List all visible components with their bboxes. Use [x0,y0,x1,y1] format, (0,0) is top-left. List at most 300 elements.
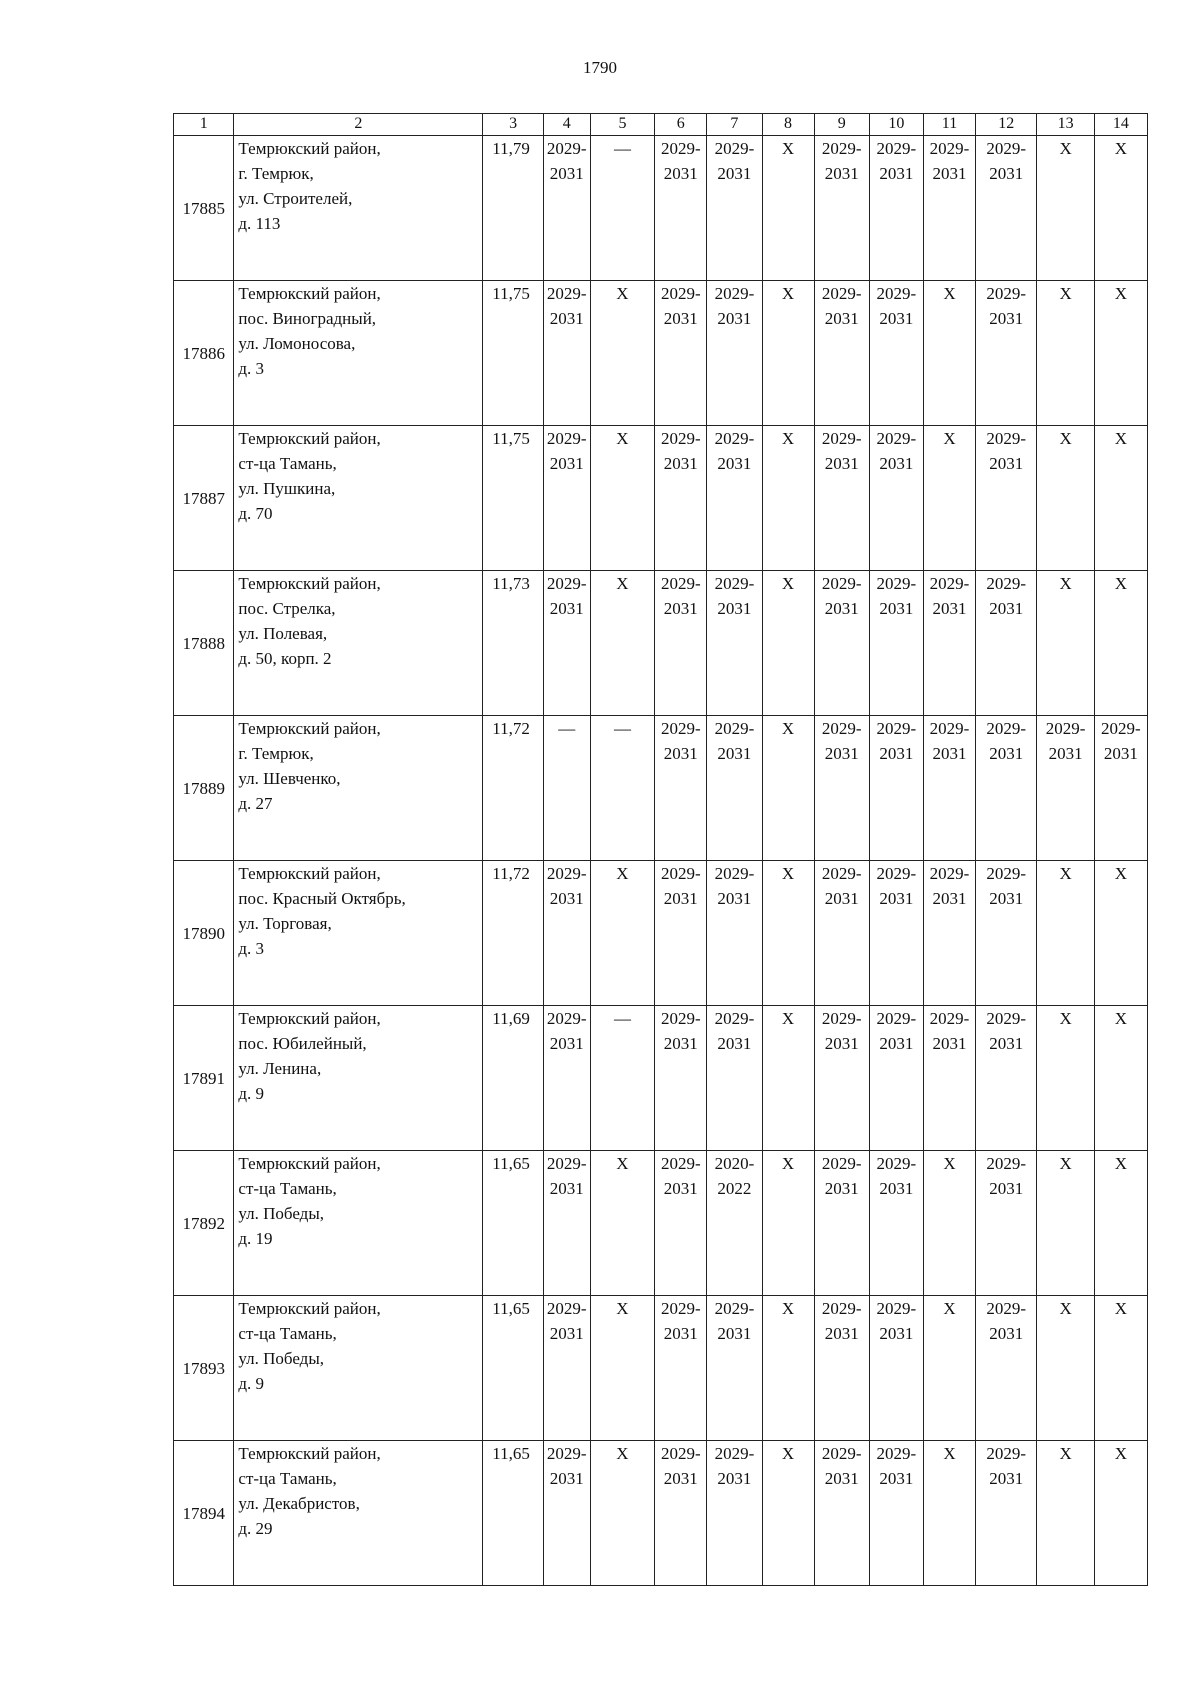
period-text: 2029- 2031 [986,284,1027,328]
period-cell [923,281,975,426]
period-cell [1094,281,1147,426]
period-text: 2029- 2031 [876,139,917,183]
address-cell [234,1151,483,1296]
period-cell [762,861,814,1006]
period-text: Х [781,719,795,738]
period-text: 2029- 2031 [546,284,587,328]
address-line: д. 27 [238,794,273,813]
period-text: Х [1059,284,1072,303]
period-cell [543,571,590,716]
period-text: 2029- 2031 [714,1444,755,1488]
period-cell [923,136,975,281]
period-text: Х [943,284,956,303]
period-cell [707,426,762,571]
period-text: Х [1114,1154,1128,1173]
area-value: 11,72 [483,716,543,861]
period-text: 2029- 2031 [714,1009,755,1053]
period-text: 2029- 2031 [821,429,862,473]
period-cell [976,1296,1037,1441]
period-text: 2029- 2031 [546,864,587,908]
period-text: 2029- 2031 [821,864,862,908]
period-text: 2029- 2031 [1045,719,1086,763]
period-text: — [613,719,631,738]
column-header: 6 [655,114,707,136]
area-value: 11,65 [483,1296,543,1441]
period-cell [707,861,762,1006]
period-text: 2029- 2031 [714,1299,755,1343]
period-cell [707,136,762,281]
address-cell [234,1441,483,1586]
period-text: 2029- 2031 [986,574,1027,618]
period-text: Х [781,574,795,593]
address-line: д. 3 [238,939,265,958]
period-cell [1094,861,1147,1006]
address-line: Темрюкский район, [238,139,381,158]
period-text: 2029- 2031 [986,864,1027,908]
period-text: 2029- 2031 [929,139,970,183]
period-text: 2029- 2031 [546,1299,587,1343]
period-text: 2029- 2031 [876,429,917,473]
period-cell [762,716,814,861]
period-cell [590,1441,655,1586]
period-text: 2029- 2031 [660,1444,701,1488]
period-cell [1094,426,1147,571]
period-cell [543,281,590,426]
period-cell [976,136,1037,281]
period-cell [1037,1151,1094,1296]
period-cell [543,1151,590,1296]
period-text: Х [1059,139,1072,158]
period-text: 2029- 2031 [546,429,587,473]
period-text: 2029- 2031 [714,284,755,328]
address-line: ст-ца Тамань, [238,454,337,473]
table-row [174,571,1148,716]
column-number-header-row [174,114,1148,136]
period-text: Х [1059,429,1072,448]
period-text: 2029- 2031 [821,1444,862,1488]
row-number: 17889 [174,716,234,861]
period-text: Х [943,1444,956,1463]
period-text: Х [616,574,629,593]
period-cell [923,426,975,571]
period-text: 2029- 2031 [660,1154,701,1198]
period-text: 2029- 2031 [876,1444,917,1488]
period-text: Х [1114,1299,1128,1318]
address-line: ул. Победы, [238,1349,324,1368]
period-cell [869,1151,923,1296]
period-text: — [613,139,631,158]
period-cell [707,716,762,861]
address-line: Темрюкский район, [238,1154,381,1173]
period-cell [814,571,869,716]
period-cell [869,861,923,1006]
period-text: Х [616,864,629,883]
period-cell [655,426,707,571]
address-line: ст-ца Тамань, [238,1179,337,1198]
period-text: 2029- 2031 [821,1299,862,1343]
period-text: 2020- 2022 [714,1154,755,1198]
column-header: 13 [1037,114,1094,136]
period-cell [976,861,1037,1006]
period-cell [869,136,923,281]
period-cell [1094,1006,1147,1151]
period-cell [923,1151,975,1296]
address-line: д. 19 [238,1229,273,1248]
period-text: 2029- 2031 [546,574,587,618]
period-cell [543,1296,590,1441]
period-cell [869,571,923,716]
period-text: 2029- 2031 [876,1154,917,1198]
period-cell [707,1006,762,1151]
period-text: 2029- 2031 [821,574,862,618]
row-number: 17891 [174,1006,234,1151]
period-text: 2029- 2031 [821,139,862,183]
period-text: 2029- 2031 [660,429,701,473]
area-value: 11,72 [483,861,543,1006]
address-line: Темрюкский район, [238,574,381,593]
period-text: 2029- 2031 [714,719,755,763]
period-cell [1037,1296,1094,1441]
period-cell [707,281,762,426]
period-text: 2029- 2031 [660,719,701,763]
period-cell [762,1441,814,1586]
period-text: 2029- 2031 [660,284,701,328]
period-cell [814,426,869,571]
period-cell [869,1441,923,1586]
period-text: 2029- 2031 [821,1009,862,1053]
address-line: Темрюкский район, [238,719,381,738]
address-cell [234,426,483,571]
period-cell [1037,716,1094,861]
period-cell [590,861,655,1006]
row-number: 17887 [174,426,234,571]
address-cell [234,571,483,716]
area-value: 11,73 [483,571,543,716]
period-text: Х [1114,864,1128,883]
period-text: 2029- 2031 [876,574,917,618]
period-text: Х [1114,429,1128,448]
period-text: 2029- 2031 [986,1154,1027,1198]
period-text: 2029- 2031 [876,719,917,763]
period-cell [590,716,655,861]
period-cell [869,426,923,571]
period-cell [655,1441,707,1586]
address-line: д. 3 [238,359,265,378]
address-line: Темрюкский район, [238,1009,381,1028]
period-cell [814,861,869,1006]
period-cell [1094,136,1147,281]
address-line: пос. Виноградный, [238,309,377,328]
period-text: 2029- 2031 [876,284,917,328]
address-cell [234,136,483,281]
period-text: Х [1059,1154,1072,1173]
period-text: Х [1114,1444,1128,1463]
column-header: 8 [762,114,814,136]
column-header: 5 [590,114,655,136]
address-cell [234,1006,483,1151]
row-number: 17888 [174,571,234,716]
area-value: 11,75 [483,281,543,426]
period-cell [814,1151,869,1296]
area-value: 11,75 [483,426,543,571]
address-line: д. 29 [238,1519,273,1538]
period-text: Х [1059,574,1072,593]
period-text: 2029- 2031 [660,1009,701,1053]
period-cell [590,136,655,281]
period-text: 2029- 2031 [986,139,1027,183]
period-text: 2029- 2031 [986,429,1027,473]
period-text: Х [781,1444,795,1463]
period-text: Х [943,1154,956,1173]
period-cell [1037,136,1094,281]
period-text: 2029- 2031 [929,864,970,908]
period-cell [814,281,869,426]
period-cell [1037,426,1094,571]
period-text: 2029- 2031 [821,284,862,328]
period-cell [655,136,707,281]
period-text: — [558,719,576,738]
period-cell [814,716,869,861]
period-cell [543,1441,590,1586]
period-cell [762,136,814,281]
period-text: Х [781,1009,795,1028]
period-cell [869,1006,923,1151]
address-cell [234,1296,483,1441]
period-text: 2029- 2031 [986,1444,1027,1488]
row-number: 17885 [174,136,234,281]
period-cell [976,1441,1037,1586]
table-row [174,1296,1148,1441]
period-cell [869,1296,923,1441]
address-line: д. 70 [238,504,273,523]
period-cell [923,716,975,861]
period-cell [707,1151,762,1296]
table-row [174,861,1148,1006]
period-cell [590,426,655,571]
period-text: 2029- 2031 [986,719,1027,763]
period-text: 2029- 2031 [546,1444,587,1488]
period-cell [655,861,707,1006]
address-line: Темрюкский район, [238,429,381,448]
address-line: г. Темрюк, [238,744,314,763]
period-text: Х [781,1299,795,1318]
period-cell [976,281,1037,426]
period-text: Х [1114,139,1128,158]
address-line: Темрюкский район, [238,1299,381,1318]
address-line: пос. Красный Октябрь, [238,889,406,908]
area-value: 11,65 [483,1441,543,1586]
table-row [174,426,1148,571]
period-cell [543,136,590,281]
column-header: 1 [174,114,234,136]
period-cell [590,1151,655,1296]
address-line: ул. Полевая, [238,624,328,643]
address-line: ул. Ленина, [238,1059,322,1078]
period-cell [655,1151,707,1296]
address-line: г. Темрюк, [238,164,314,183]
period-text: 2029- 2031 [986,1299,1027,1343]
period-text: Х [616,284,629,303]
period-cell [1037,1006,1094,1151]
period-cell [762,426,814,571]
period-cell [976,426,1037,571]
table-row [174,716,1148,861]
period-cell [707,1296,762,1441]
period-text: 2029- 2031 [660,574,701,618]
period-cell [543,861,590,1006]
register-table [173,113,1148,1586]
period-text: 2029- 2031 [821,1154,862,1198]
period-text: Х [943,429,956,448]
address-line: ул. Строителей, [238,189,353,208]
column-header: 2 [234,114,483,136]
period-text: 2029- 2031 [714,429,755,473]
period-cell [1037,861,1094,1006]
period-cell [1094,1151,1147,1296]
period-cell [869,716,923,861]
period-cell [1094,571,1147,716]
address-line: д. 9 [238,1374,265,1393]
address-line: ст-ца Тамань, [238,1469,337,1488]
table-row [174,1441,1148,1586]
period-text: Х [616,1444,629,1463]
period-cell [976,571,1037,716]
period-text: 2029- 2031 [546,1009,587,1053]
period-cell [543,716,590,861]
column-header: 11 [923,114,975,136]
period-cell [655,281,707,426]
period-text: 2029- 2031 [929,574,970,618]
period-text: 2029- 2031 [714,864,755,908]
period-cell [976,1006,1037,1151]
period-cell [655,1006,707,1151]
period-cell [976,716,1037,861]
period-text: Х [1114,574,1128,593]
period-text: 2029- 2031 [876,1299,917,1343]
period-cell [1094,716,1147,861]
row-number: 17892 [174,1151,234,1296]
address-line: пос. Юбилейный, [238,1034,367,1053]
address-cell [234,716,483,861]
address-line: д. 50, корп. 2 [238,649,332,668]
period-cell [655,571,707,716]
period-text: 2029- 2031 [986,1009,1027,1053]
area-value: 11,69 [483,1006,543,1151]
address-line: д. 9 [238,1084,265,1103]
period-cell [762,1296,814,1441]
period-cell [814,1296,869,1441]
period-text: 2029- 2031 [660,1299,701,1343]
period-text: Х [781,1154,795,1173]
table-row [174,281,1148,426]
period-cell [869,281,923,426]
period-cell [590,1296,655,1441]
period-text: Х [781,429,795,448]
period-cell [590,281,655,426]
table-row [174,136,1148,281]
period-text: 2029- 2031 [660,864,701,908]
address-line: ул. Победы, [238,1204,324,1223]
period-text: 2029- 2031 [546,1154,587,1198]
address-line: ул. Пушкина, [238,479,336,498]
area-value: 11,65 [483,1151,543,1296]
page-number: 1790 [583,58,617,77]
period-cell [543,1006,590,1151]
address-line: ст-ца Тамань, [238,1324,337,1343]
address-cell [234,281,483,426]
address-line: Темрюкский район, [238,284,381,303]
period-text: Х [616,429,629,448]
period-cell [1094,1441,1147,1586]
period-cell [707,1441,762,1586]
address-line: Темрюкский район, [238,864,381,883]
period-cell [590,1006,655,1151]
period-cell [923,571,975,716]
period-cell [923,1296,975,1441]
period-cell [762,281,814,426]
period-cell [1094,1296,1147,1441]
period-text: Х [1114,1009,1128,1028]
column-header: 7 [707,114,762,136]
period-cell [1037,281,1094,426]
period-text: 2029- 2031 [714,139,755,183]
period-text: Х [943,1299,956,1318]
period-cell [590,571,655,716]
period-text: 2029- 2031 [929,719,970,763]
column-header: 4 [543,114,590,136]
area-value: 11,79 [483,136,543,281]
row-number: 17890 [174,861,234,1006]
column-header: 3 [483,114,543,136]
address-line: ул. Торговая, [238,914,332,933]
period-cell [1037,1441,1094,1586]
period-cell [762,1151,814,1296]
column-header: 14 [1094,114,1147,136]
row-number: 17894 [174,1441,234,1586]
period-cell [923,1006,975,1151]
address-line: ул. Декабристов, [238,1494,360,1513]
period-text: 2029- 2031 [714,574,755,618]
period-text: 2029- 2031 [876,864,917,908]
period-text: Х [1059,864,1072,883]
period-text: Х [1059,1009,1072,1028]
period-text: Х [1059,1444,1072,1463]
period-cell [762,1006,814,1151]
period-cell [762,571,814,716]
period-cell [655,1296,707,1441]
period-cell [543,426,590,571]
period-text: Х [616,1154,629,1173]
row-number: 17886 [174,281,234,426]
period-text: Х [781,284,795,303]
period-text: Х [1059,1299,1072,1318]
period-cell [1037,571,1094,716]
period-text: Х [781,139,795,158]
period-cell [814,136,869,281]
period-text: — [613,1009,631,1028]
column-header: 12 [976,114,1037,136]
period-text: Х [616,1299,629,1318]
table-body [174,114,1148,1586]
period-text: 2029- 2031 [929,1009,970,1053]
period-cell [976,1151,1037,1296]
period-cell [814,1441,869,1586]
period-cell [923,861,975,1006]
address-line: д. 113 [238,214,281,233]
period-text: 2029- 2031 [660,139,701,183]
period-text: Х [781,864,795,883]
table-row [174,1151,1148,1296]
